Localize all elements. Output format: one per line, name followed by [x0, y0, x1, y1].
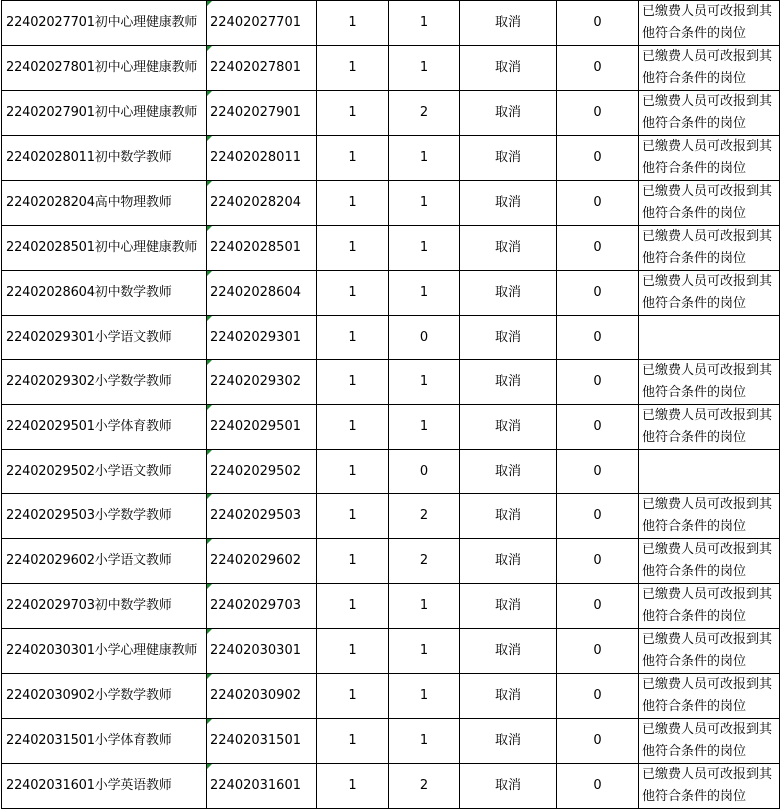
- position-code-cell: 22402030301: [207, 629, 317, 674]
- remaining-count-cell: 0: [557, 584, 639, 629]
- planned-count-cell: 1: [317, 316, 389, 360]
- planned-count-cell: 1: [317, 629, 389, 674]
- position-name-cell: 22402029602小学语文教师: [2, 539, 207, 584]
- table-row: [2, 494, 780, 539]
- remaining-count-cell: 0: [557, 136, 639, 181]
- planned-count-cell: 1: [317, 494, 389, 539]
- applicant-count-cell: 1: [389, 719, 460, 764]
- position-name-cell: 22402029302小学数学教师: [2, 360, 207, 405]
- applicant-count-cell: 1: [389, 629, 460, 674]
- position-name-cell: 22402029501小学体育教师: [2, 405, 207, 450]
- position-code-cell: 22402030902: [207, 674, 317, 719]
- applicant-count-cell: 0: [389, 450, 460, 494]
- planned-count-cell: 1: [317, 539, 389, 584]
- applicant-count-cell: 1: [389, 136, 460, 181]
- table-row: [2, 91, 780, 136]
- remaining-count-cell: 0: [557, 674, 639, 719]
- planned-count-cell: 1: [317, 136, 389, 181]
- table-row: [2, 136, 780, 181]
- remaining-count-cell: 0: [557, 91, 639, 136]
- note-cell: 已缴费人员可改报到其他符合条件的岗位: [639, 539, 780, 584]
- position-code-cell: 22402029501: [207, 405, 317, 450]
- applicant-count-cell: 2: [389, 539, 460, 584]
- position-code-cell: 22402029602: [207, 539, 317, 584]
- status-cell: 取消: [460, 136, 557, 181]
- planned-count-cell: 1: [317, 271, 389, 316]
- status-cell: 取消: [460, 764, 557, 809]
- table-body: [2, 1, 780, 809]
- table-row: [2, 629, 780, 674]
- status-cell: 取消: [460, 719, 557, 764]
- note-cell: 已缴费人员可改报到其他符合条件的岗位: [639, 629, 780, 674]
- table-row: [2, 764, 780, 809]
- position-name-cell: 22402029703初中数学教师: [2, 584, 207, 629]
- position-code-cell: 22402029503: [207, 494, 317, 539]
- planned-count-cell: 1: [317, 764, 389, 809]
- applicant-count-cell: 0: [389, 316, 460, 360]
- planned-count-cell: 1: [317, 719, 389, 764]
- position-code-cell: 22402028604: [207, 271, 317, 316]
- applicant-count-cell: 2: [389, 764, 460, 809]
- note-cell: 已缴费人员可改报到其他符合条件的岗位: [639, 136, 780, 181]
- remaining-count-cell: 0: [557, 629, 639, 674]
- note-cell: 已缴费人员可改报到其他符合条件的岗位: [639, 91, 780, 136]
- status-cell: 取消: [460, 584, 557, 629]
- position-code-cell: 22402028204: [207, 181, 317, 226]
- position-name-cell: 22402031601小学英语教师: [2, 764, 207, 809]
- remaining-count-cell: 0: [557, 360, 639, 405]
- remaining-count-cell: 0: [557, 764, 639, 809]
- remaining-count-cell: 0: [557, 181, 639, 226]
- status-cell: 取消: [460, 629, 557, 674]
- applicant-count-cell: 1: [389, 46, 460, 91]
- planned-count-cell: 1: [317, 405, 389, 450]
- position-code-cell: 22402029301: [207, 316, 317, 360]
- position-name-cell: 22402027901初中心理健康教师: [2, 91, 207, 136]
- status-cell: 取消: [460, 91, 557, 136]
- applicant-count-cell: 1: [389, 1, 460, 46]
- applicant-count-cell: 1: [389, 226, 460, 271]
- note-cell: 已缴费人员可改报到其他符合条件的岗位: [639, 360, 780, 405]
- planned-count-cell: 1: [317, 1, 389, 46]
- planned-count-cell: 1: [317, 91, 389, 136]
- note-cell: 已缴费人员可改报到其他符合条件的岗位: [639, 405, 780, 450]
- applicant-count-cell: 1: [389, 360, 460, 405]
- status-cell: 取消: [460, 494, 557, 539]
- position-code-cell: 22402028501: [207, 226, 317, 271]
- position-code-cell: 22402027901: [207, 91, 317, 136]
- planned-count-cell: 1: [317, 226, 389, 271]
- table-row: [2, 719, 780, 764]
- position-name-cell: 22402028204高中物理教师: [2, 181, 207, 226]
- remaining-count-cell: 0: [557, 719, 639, 764]
- table-row: [2, 539, 780, 584]
- position-name-cell: 22402028604初中数学教师: [2, 271, 207, 316]
- planned-count-cell: 1: [317, 674, 389, 719]
- table-row: [2, 584, 780, 629]
- note-cell: 已缴费人员可改报到其他符合条件的岗位: [639, 1, 780, 46]
- table-row: [2, 405, 780, 450]
- status-cell: 取消: [460, 405, 557, 450]
- remaining-count-cell: 0: [557, 1, 639, 46]
- positions-table: [1, 0, 780, 809]
- planned-count-cell: 1: [317, 584, 389, 629]
- applicant-count-cell: 1: [389, 584, 460, 629]
- note-cell: 已缴费人员可改报到其他符合条件的岗位: [639, 584, 780, 629]
- position-name-cell: 22402029502小学语文教师: [2, 450, 207, 494]
- table-row: [2, 450, 780, 494]
- remaining-count-cell: 0: [557, 539, 639, 584]
- position-name-cell: 22402031501小学体育教师: [2, 719, 207, 764]
- remaining-count-cell: 0: [557, 494, 639, 539]
- table-row: [2, 674, 780, 719]
- note-cell: 已缴费人员可改报到其他符合条件的岗位: [639, 226, 780, 271]
- note-cell: 已缴费人员可改报到其他符合条件的岗位: [639, 674, 780, 719]
- status-cell: 取消: [460, 226, 557, 271]
- remaining-count-cell: 0: [557, 46, 639, 91]
- position-code-cell: 22402029703: [207, 584, 317, 629]
- applicant-count-cell: 2: [389, 91, 460, 136]
- note-cell: 已缴费人员可改报到其他符合条件的岗位: [639, 181, 780, 226]
- position-name-cell: 22402029503小学数学教师: [2, 494, 207, 539]
- table-row: [2, 226, 780, 271]
- remaining-count-cell: 0: [557, 316, 639, 360]
- remaining-count-cell: 0: [557, 405, 639, 450]
- status-cell: 取消: [460, 181, 557, 226]
- status-cell: 取消: [460, 360, 557, 405]
- position-name-cell: 22402030902小学数学教师: [2, 674, 207, 719]
- status-cell: 取消: [460, 450, 557, 494]
- remaining-count-cell: 0: [557, 226, 639, 271]
- note-cell: [639, 316, 780, 360]
- position-name-cell: 22402027801初中心理健康教师: [2, 46, 207, 91]
- position-code-cell: 22402031601: [207, 764, 317, 809]
- status-cell: 取消: [460, 271, 557, 316]
- remaining-count-cell: 0: [557, 450, 639, 494]
- table-row: [2, 360, 780, 405]
- applicant-count-cell: 1: [389, 181, 460, 226]
- planned-count-cell: 1: [317, 450, 389, 494]
- position-code-cell: 22402029502: [207, 450, 317, 494]
- position-code-cell: 22402027801: [207, 46, 317, 91]
- note-cell: 已缴费人员可改报到其他符合条件的岗位: [639, 764, 780, 809]
- status-cell: 取消: [460, 46, 557, 91]
- table-row: [2, 46, 780, 91]
- planned-count-cell: 1: [317, 181, 389, 226]
- position-code-cell: 22402031501: [207, 719, 317, 764]
- table-row: [2, 316, 780, 360]
- note-cell: [639, 450, 780, 494]
- planned-count-cell: 1: [317, 46, 389, 91]
- note-cell: 已缴费人员可改报到其他符合条件的岗位: [639, 719, 780, 764]
- status-cell: 取消: [460, 1, 557, 46]
- table-row: [2, 271, 780, 316]
- status-cell: 取消: [460, 316, 557, 360]
- position-code-cell: 22402028011: [207, 136, 317, 181]
- position-name-cell: 22402027701初中心理健康教师: [2, 1, 207, 46]
- note-cell: 已缴费人员可改报到其他符合条件的岗位: [639, 271, 780, 316]
- note-cell: 已缴费人员可改报到其他符合条件的岗位: [639, 494, 780, 539]
- position-name-cell: 22402028501初中心理健康教师: [2, 226, 207, 271]
- table-row: [2, 1, 780, 46]
- status-cell: 取消: [460, 674, 557, 719]
- table-row: [2, 181, 780, 226]
- remaining-count-cell: 0: [557, 271, 639, 316]
- note-cell: 已缴费人员可改报到其他符合条件的岗位: [639, 46, 780, 91]
- applicant-count-cell: 2: [389, 494, 460, 539]
- applicant-count-cell: 1: [389, 405, 460, 450]
- position-code-cell: 22402029302: [207, 360, 317, 405]
- status-cell: 取消: [460, 539, 557, 584]
- position-code-cell: 22402027701: [207, 1, 317, 46]
- applicant-count-cell: 1: [389, 674, 460, 719]
- position-name-cell: 22402028011初中数学教师: [2, 136, 207, 181]
- planned-count-cell: 1: [317, 360, 389, 405]
- position-name-cell: 22402030301小学心理健康教师: [2, 629, 207, 674]
- position-name-cell: 22402029301小学语文教师: [2, 316, 207, 360]
- applicant-count-cell: 1: [389, 271, 460, 316]
